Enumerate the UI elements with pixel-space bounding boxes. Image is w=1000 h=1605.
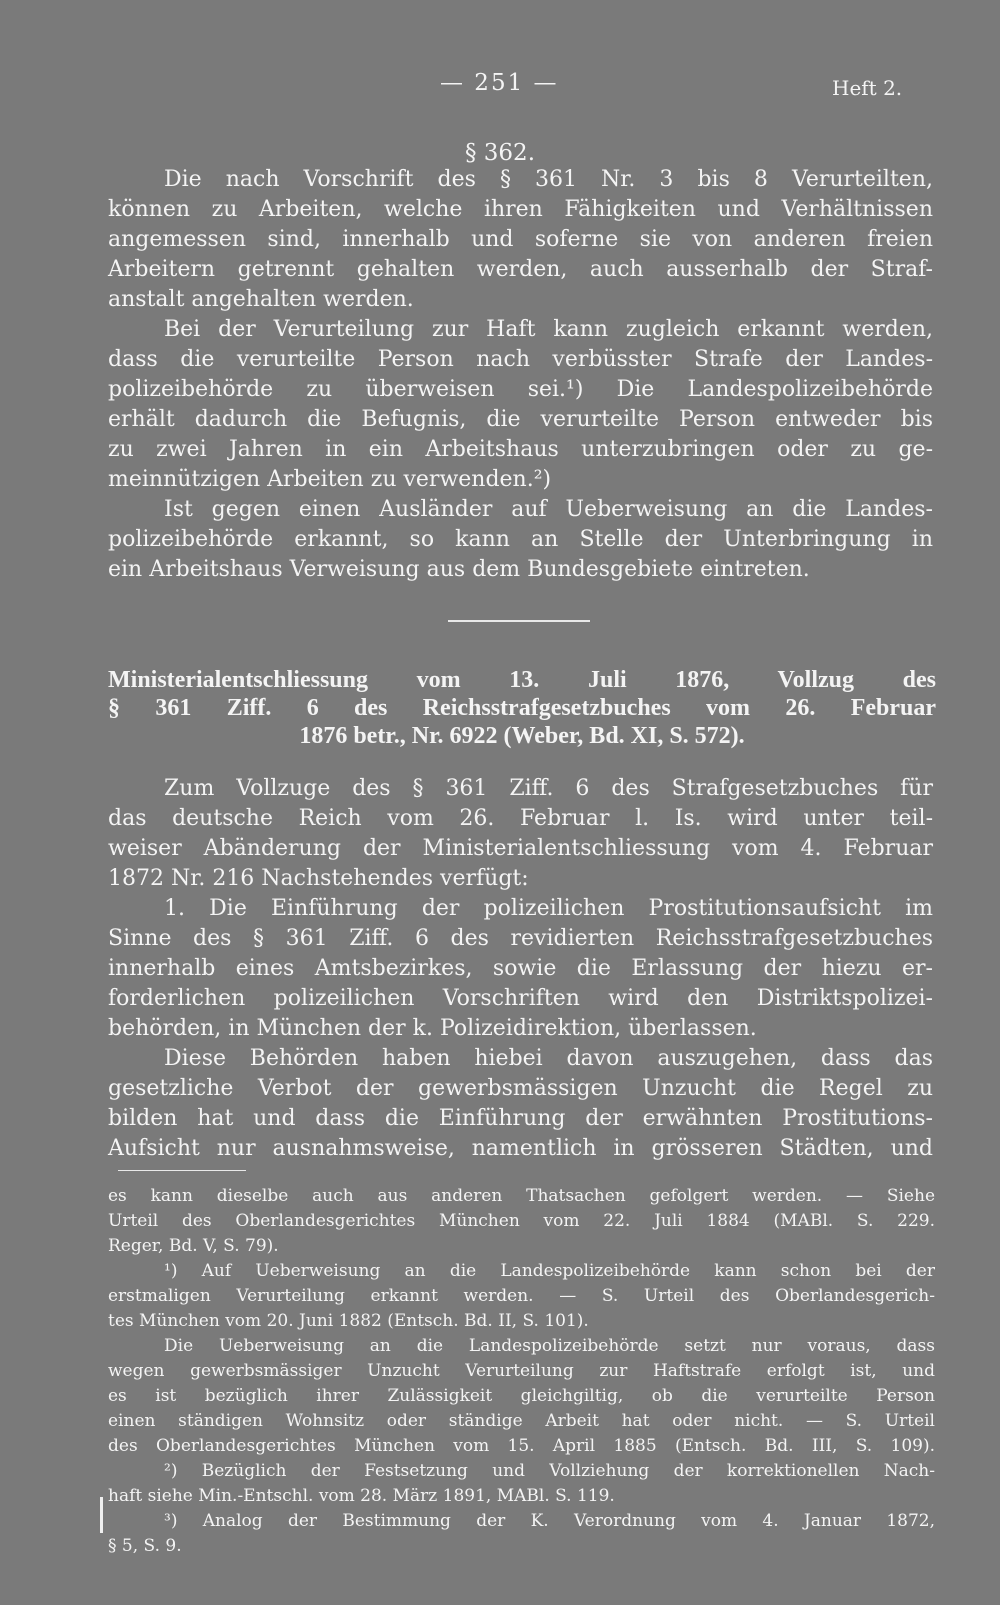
text-line: weiser Abänderung der Ministerialentschliessung vom 4. Februar bbox=[108, 836, 933, 861]
text-line: erhält dadurch die Befugnis, die verurteilte Person entweder bis bbox=[108, 407, 933, 432]
text-line: forderlichen polizeilichen Vorschriften wird den Distriktspolizei- bbox=[108, 986, 933, 1011]
margin-mark bbox=[100, 1497, 103, 1533]
footnote-line: ²) Bezüglich der Festsetzung und Vollziehung der korrektionellen Nach- bbox=[164, 1461, 935, 1481]
footnote-line: einen ständigen Wohnsitz oder ständige Arbeit hat oder nicht. — S. Urteil bbox=[108, 1411, 935, 1431]
text-line: 1872 Nr. 216 Nachstehendes verfügt: bbox=[108, 866, 529, 891]
footnote-line: Reger, Bd. V, S. 79). bbox=[108, 1236, 279, 1256]
text-line: innerhalb eines Amtsbezirkes, sowie die Erlassung der hiezu er- bbox=[108, 956, 933, 981]
text-line: das deutsche Reich vom 26. Februar l. Is. wird unter teil- bbox=[108, 806, 933, 831]
text-line: können zu Arbeiten, welche ihren Fähigkeiten und Verhältnissen bbox=[108, 197, 933, 222]
footnote-line: ³) Analog der Bestimmung der K. Verordnung vom 4. Januar 1872, bbox=[164, 1511, 935, 1531]
footnote-line: es kann dieselbe auch aus anderen Thatsachen gefolgert werden. — Siehe bbox=[108, 1186, 935, 1206]
section-362-text bbox=[108, 165, 933, 585]
footnotes bbox=[108, 1184, 935, 1559]
issue-label: Heft 2. bbox=[832, 76, 903, 100]
text-line: behörden, in München der k. Polizeidirektion, überlassen. bbox=[108, 1016, 757, 1041]
text-line: Sinne des § 361 Ziff. 6 des revidierten Reichsstrafgesetzbuches bbox=[108, 926, 933, 951]
footnote-line: § 5, S. 9. bbox=[108, 1536, 182, 1556]
footnote-line: des Oberlandesgerichtes München vom 15. April 1885 (Entsch. Bd. III, S. 109). bbox=[108, 1436, 935, 1456]
text-line: bilden hat und dass die Einführung der erwähnten Prostitutions- bbox=[108, 1106, 933, 1131]
footnote-line: ¹) Auf Ueberweisung an die Landespolizeibehörde kann schon bei der bbox=[164, 1261, 935, 1281]
ministerial-text bbox=[108, 774, 933, 1164]
text-line: zu zwei Jahren in ein Arbeitshaus unterzubringen oder zu ge- bbox=[108, 437, 933, 462]
heading-line: Ministerialentschliessung vom 13. Juli 1876, Vollzug des bbox=[108, 667, 936, 693]
footnote-line: es ist bezüglich ihrer Zulässigkeit gleichgiltig, ob die verurteilte Person bbox=[108, 1386, 935, 1406]
text-line: Ist gegen einen Ausländer auf Ueberweisung an die Landes- bbox=[164, 497, 933, 522]
text-line: ein Arbeitshaus Verweisung aus dem Bundesgebiete eintreten. bbox=[108, 557, 810, 582]
text-line: Arbeitern getrennt gehalten werden, auch ausserhalb der Straf- bbox=[108, 257, 933, 282]
text-line: dass die verurteilte Person nach verbüsster Strafe der Landes- bbox=[108, 347, 933, 372]
footnote-line: tes München vom 20. Juni 1882 (Entsch. Bd. II, S. 101). bbox=[108, 1311, 589, 1331]
footnote-separator bbox=[118, 1170, 246, 1171]
text-line: gesetzliche Verbot der gewerbsmässigen Unzucht die Regel zu bbox=[108, 1076, 933, 1101]
text-line: polizeibehörde erkannt, so kann an Stelle der Unterbringung in bbox=[108, 527, 933, 552]
section-divider bbox=[448, 620, 590, 622]
heading-line: 1876 betr., Nr. 6922 (Weber, Bd. XI, S. 572). bbox=[299, 723, 745, 749]
text-line: Diese Behörden haben hiebei davon auszugehen, dass das bbox=[164, 1046, 933, 1071]
text-line: anstalt angehalten werden. bbox=[108, 287, 414, 312]
footnote-line: wegen gewerbsmässiger Unzucht Verurteilung zur Haftstrafe erfolgt ist, und bbox=[108, 1361, 935, 1381]
text-line: Bei der Verurteilung zur Haft kann zugleich erkannt werden, bbox=[164, 317, 933, 342]
heading-line: § 361 Ziff. 6 des Reichsstrafgesetzbuches vom 26. Februar bbox=[108, 695, 936, 721]
section-title: § 362. bbox=[464, 140, 536, 166]
footnote-line: Die Ueberweisung an die Landespolizeibehörde setzt nur voraus, dass bbox=[164, 1336, 935, 1356]
text-line: Zum Vollzuge des § 361 Ziff. 6 des Strafgesetzbuches für bbox=[164, 776, 933, 801]
text-line: Die nach Vorschrift des § 361 Nr. 3 bis 8 Verurteilten, bbox=[164, 167, 933, 192]
text-line: polizeibehörde zu überweisen sei.¹) Die Landespolizeibehörde bbox=[108, 377, 933, 402]
footnote-line: Urteil des Oberlandesgerichtes München vom 22. Juli 1884 (MABl. S. 229. bbox=[108, 1211, 935, 1231]
ministerial-heading bbox=[108, 666, 936, 750]
page-header bbox=[0, 70, 1000, 110]
page-number: — 251 — bbox=[440, 70, 559, 96]
text-line: angemessen sind, innerhalb und soferne sie von anderen freien bbox=[108, 227, 933, 252]
footnote-line: erstmaligen Verurteilung erkannt werden. — S. Urteil des Oberlandesgerich- bbox=[108, 1286, 935, 1306]
text-line: 1. Die Einführung der polizeilichen Prostitutionsaufsicht im bbox=[164, 896, 933, 921]
text-line: Aufsicht nur ausnahmsweise, namentlich in grösseren Städten, und bbox=[108, 1136, 933, 1161]
footnote-line: haft siehe Min.-Entschl. vom 28. März 1891, MABl. S. 119. bbox=[108, 1486, 615, 1506]
text-line: meinnützigen Arbeiten zu verwenden.²) bbox=[108, 467, 552, 492]
